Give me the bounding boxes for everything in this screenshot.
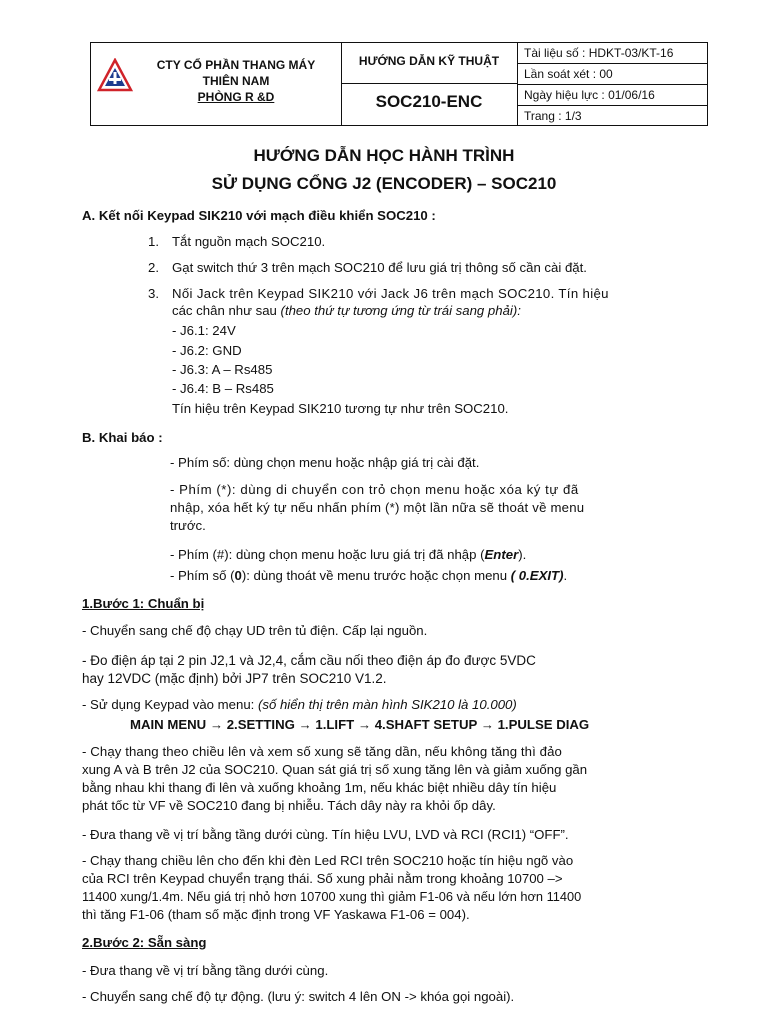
key-zero-end: . <box>563 568 568 583</box>
document-title-line1: HƯỚNG DẪN HỌC HÀNH TRÌNH <box>253 146 515 165</box>
zero-key-label: 0 <box>234 568 242 583</box>
key-hash-close: ). <box>518 547 527 562</box>
list-number: 3. <box>148 286 159 301</box>
pin-order-note: (theo thứ tự tương ứng từ trái sang phải): <box>280 303 521 318</box>
doc-number: Tài liệu số : HDKT-03/KT-16 <box>518 43 708 64</box>
menu-path: MAIN MENU → 2.SETTING → 1.LIFT → 4.SHAFT SETUP → 1.PULSE DIAG <box>130 717 590 732</box>
section-a-item-3-line2 <box>172 302 521 319</box>
step2-heading: 2.Bước 2: Sẵn sàng <box>82 935 207 950</box>
step1-para-1: - Chuyển sang chế độ chạy UD trên tủ điện. Cấp lại nguồn. <box>82 623 428 638</box>
step1-para-6-line3: 11400 xung/1.4m. Nếu giá trị nhỏ hơn 10700 xung thì giảm F1-06 và nếu lớn hơn 11400 <box>82 889 582 904</box>
doc-kind-label: HƯỚNG DẪN KỸ THUẬT <box>358 54 500 68</box>
doc-page-number: Trang : 1/3 <box>524 109 582 123</box>
company-name <box>131 57 341 105</box>
section-a-item-3-line1: Nối Jack trên Keypad SIK210 với Jack J6 trên mạch SOC210. Tín hiệu <box>172 286 609 301</box>
step1-para-4-line3: bằng nhau khi thang đi lên và xuống khoảng 1m, nếu khác biệt nhiều dây tín hiệu <box>82 780 557 795</box>
key-star-desc-line3: trước. <box>170 518 206 533</box>
key-star-desc-line1: - Phím (*): dùng di chuyển con trỏ chọn menu hoặc xóa ký tự đã <box>170 482 579 497</box>
step2-para-2: - Chuyển sang chế độ tự động. (lưu ý: switch 4 lên ON -> khóa gọi ngoài). <box>82 989 515 1004</box>
pin-intro: các chân như sau <box>172 303 281 318</box>
pin-j6-1: - J6.1: 24V <box>172 323 236 338</box>
step1-para-6-line2: của RCI trên Keypad chuyển trạng thái. Số xung phải nằm trong khoảng 10700 –> <box>82 871 563 886</box>
key-hash-desc <box>170 546 526 563</box>
step1-para-4-line2: xung A và B trên J2 của SOC210. Quan sát giá trị số xung tăng lên và giảm xuống gần <box>82 762 588 777</box>
keypad-signal-note: Tín hiệu trên Keypad SIK210 tương tự như trên SOC210. <box>172 401 509 416</box>
step2-para-1: - Đưa thang về vị trí bằng tầng dưới cùng. <box>82 963 329 978</box>
section-b-heading: B. Khai báo : <box>82 430 163 445</box>
exit-menu-label: ( 0.EXIT) <box>510 568 564 583</box>
doc-meta-cell <box>517 43 708 125</box>
company-name-line1: CTY CỔ PHẦN THANG MÁY <box>156 58 316 72</box>
step1-para-3 <box>82 696 517 713</box>
step1-para-5: - Đưa thang về vị trí bằng tầng dưới cùng. Tín hiệu LVU, LVD và RCI (RCI1) “OFF”. <box>82 827 569 842</box>
menu-display-note: (số hiển thị trên màn hình SIK210 là 10.000) <box>257 697 517 712</box>
step1-para-2-line2: hay 12VDC (mặc định) bởi JP7 trên SOC210 V1.2. <box>82 671 387 686</box>
company-name-line2: THIÊN NAM <box>202 74 270 88</box>
step1-para-4-line1: - Chạy thang theo chiều lên và xem số xung sẽ tăng dần, nếu không tăng thì đảo <box>82 744 562 759</box>
list-number: 1. <box>148 234 159 249</box>
key-zero-desc <box>170 567 567 584</box>
pin-j6-4: - J6.4: B – Rs485 <box>172 381 274 396</box>
pin-j6-3: - J6.3: A – Rs485 <box>172 362 273 377</box>
step1-para-6-line1: - Chạy thang chiều lên cho đến khi đèn Led RCI trên SOC210 hoặc tín hiệu ngõ vào <box>82 853 574 868</box>
header-divider <box>341 83 517 84</box>
enter-key-label: Enter <box>484 547 519 562</box>
company-logo-icon <box>97 58 133 94</box>
document-header-table <box>90 42 708 126</box>
department-name: PHÒNG R &D <box>197 90 275 104</box>
section-a-heading: A. Kết nối Keypad SIK210 với mạch điều khiển SOC210 : <box>82 208 436 223</box>
doc-effective-date: Ngày hiệu lực : 01/06/16 <box>518 85 708 106</box>
step1-para-2-line1: - Đo điện áp tại 2 pin J2,1 và J2,4, cắm cầu nối theo điện áp đo được 5VDC <box>82 653 536 668</box>
step1-para-6-line4: thì tăng F1-06 (tham số mặc định trong VF Yaskawa F1-06 = 004). <box>82 907 470 922</box>
company-cell <box>91 43 342 125</box>
list-number: 2. <box>148 260 159 275</box>
section-a-item-1: Tắt nguồn mạch SOC210. <box>172 234 326 249</box>
doc-revision: Lần soát xét : 00 <box>518 64 708 85</box>
step1-para-4-line4: phát tốc từ VF về SOC210 đang bị nhiễu. Tách dây này ra khỏi ốp dây. <box>82 798 496 813</box>
key-digits-desc: - Phím số: dùng chọn menu hoặc nhập giá trị cài đặt. <box>170 455 480 470</box>
key-zero-text2: ): dùng thoát về menu trước hoặc chọn menu <box>241 568 511 583</box>
key-star-desc-line2: nhập, xóa hết ký tự nếu nhấn phím (*) một lần nữa sẽ thoát về menu <box>170 500 585 515</box>
key-zero-text: - Phím số ( <box>170 568 235 583</box>
doc-code: SOC210-ENC <box>375 92 483 111</box>
menu-intro: - Sử dụng Keypad vào menu: <box>82 697 258 712</box>
step1-heading: 1.Bước 1: Chuẩn bị <box>82 596 205 611</box>
key-hash-text: - Phím (#): dùng chọn menu hoặc lưu giá trị đã nhập ( <box>170 547 485 562</box>
pin-j6-2: - J6.2: GND <box>172 343 242 358</box>
document-title-line2: SỬ DỤNG CỔNG J2 (ENCODER) – SOC210 <box>211 174 557 193</box>
section-a-item-2: Gạt switch thứ 3 trên mạch SOC210 để lưu giá trị thông số cần cài đặt. <box>172 260 587 275</box>
